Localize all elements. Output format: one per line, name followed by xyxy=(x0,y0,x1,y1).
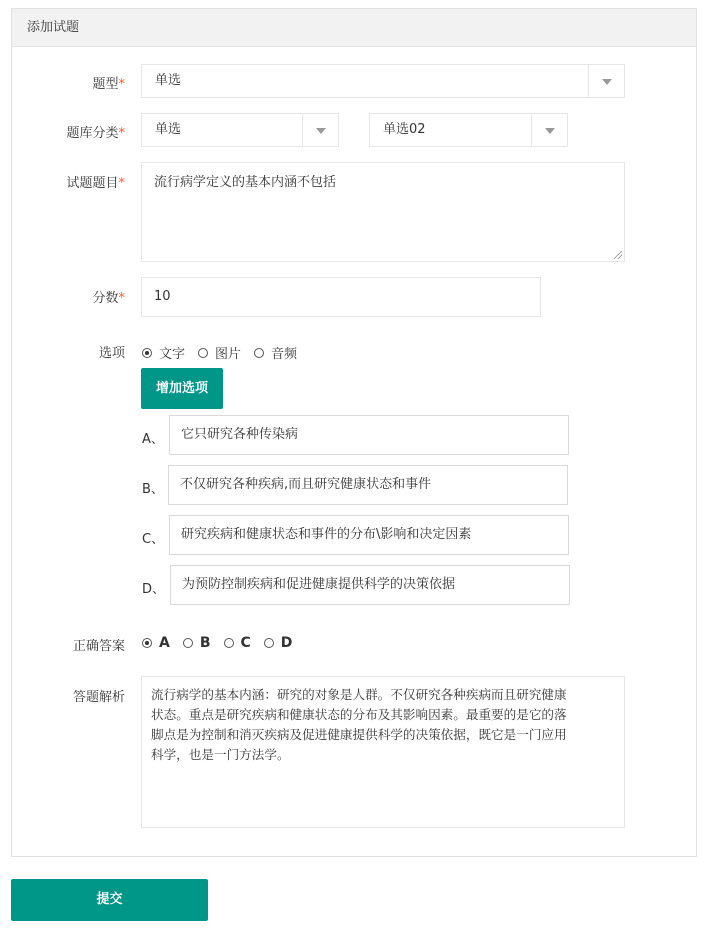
question-title-label: 试题题目* xyxy=(66,176,125,191)
option-letter: D、 xyxy=(142,582,166,597)
chevron-down-icon[interactable] xyxy=(531,114,567,146)
bank-category-label: 题库分类* xyxy=(66,126,125,141)
submit-button[interactable]: 提交 xyxy=(11,879,208,921)
radio-unchecked-icon[interactable] xyxy=(224,638,234,648)
question-type-label: 题型* xyxy=(92,77,125,92)
add-option-button[interactable]: 增加选项 xyxy=(141,368,223,409)
correct-answer-label: 正确答案 xyxy=(72,639,125,654)
answer-c-radio[interactable]: C xyxy=(224,635,251,651)
radio-image[interactable]: 图片 xyxy=(198,343,241,362)
required-mark: * xyxy=(118,176,125,191)
radio-text[interactable]: 文字 xyxy=(142,343,185,362)
required-mark: * xyxy=(118,291,125,306)
radio-unchecked-icon[interactable] xyxy=(264,638,274,648)
score-input[interactable] xyxy=(141,277,541,317)
panel-title: 添加试题 xyxy=(12,9,696,47)
bank-category-value-2: 单选02 xyxy=(383,122,426,137)
option-letter: C、 xyxy=(142,532,165,547)
question-title-textarea[interactable] xyxy=(141,162,625,262)
option-letter: A、 xyxy=(142,432,164,447)
resize-handle-icon[interactable] xyxy=(614,251,622,259)
analysis-line: 脚点是为控制和消灭疾病及促进健康提供科学的决策依据，既它是一门应用 xyxy=(151,727,567,742)
radio-audio[interactable]: 音频 xyxy=(254,343,297,362)
bank-category-select-1[interactable] xyxy=(141,113,339,147)
analysis-line: 科学，也是一门方法学。 xyxy=(151,747,290,762)
answer-b-radio[interactable]: B xyxy=(183,635,211,651)
chevron-down-icon[interactable] xyxy=(588,65,624,97)
bank-category-value-1: 单选 xyxy=(155,122,182,137)
score-value: 10 xyxy=(154,289,171,304)
option-a-input[interactable] xyxy=(169,415,569,455)
analysis-line: 状态。重点是研究疾病和健康状态的分布及其影响因素。最重要的是它的落 xyxy=(151,707,567,722)
correct-answer-radio-group xyxy=(142,635,305,651)
radio-unchecked-icon[interactable] xyxy=(198,348,208,358)
analysis-line: 流行病学的基本内涵：研究的对象是人群。不仅研究各种疾病而且研究健康 xyxy=(151,687,567,702)
required-mark: * xyxy=(118,77,125,92)
analysis-label: 答题解析 xyxy=(72,690,125,705)
question-type-value: 单选 xyxy=(155,73,182,88)
question-type-select[interactable] xyxy=(141,64,625,98)
option-letter: B、 xyxy=(142,482,164,497)
option-type-radio-group xyxy=(142,343,310,362)
option-b-input[interactable] xyxy=(168,465,568,505)
answer-d-radio[interactable]: D xyxy=(264,635,293,651)
option-text: 不仅研究各种疾病,而且研究健康状态和事件 xyxy=(180,477,432,492)
bank-category-select-2[interactable] xyxy=(369,113,568,147)
required-mark: * xyxy=(118,126,125,141)
option-c-input[interactable] xyxy=(169,515,569,555)
score-label: 分数* xyxy=(92,291,125,306)
option-d-input[interactable] xyxy=(170,565,570,605)
option-text: 研究疾病和健康状态和事件的分布\影响和决定因素 xyxy=(181,527,472,542)
analysis-editor[interactable] xyxy=(141,676,625,828)
answer-a-radio[interactable]: A xyxy=(142,635,170,651)
radio-checked-icon[interactable] xyxy=(142,638,152,648)
option-text: 为预防控制疾病和促进健康提供科学的决策依据 xyxy=(182,577,456,592)
question-title-value: 流行病学定义的基本内涵不包括 xyxy=(154,175,337,190)
radio-unchecked-icon[interactable] xyxy=(254,348,264,358)
option-text: 它只研究各种传染病 xyxy=(181,427,299,442)
chevron-down-icon[interactable] xyxy=(302,114,338,146)
radio-checked-icon[interactable] xyxy=(142,348,152,358)
radio-unchecked-icon[interactable] xyxy=(183,638,193,648)
option-type-label: 选项 xyxy=(98,346,125,361)
